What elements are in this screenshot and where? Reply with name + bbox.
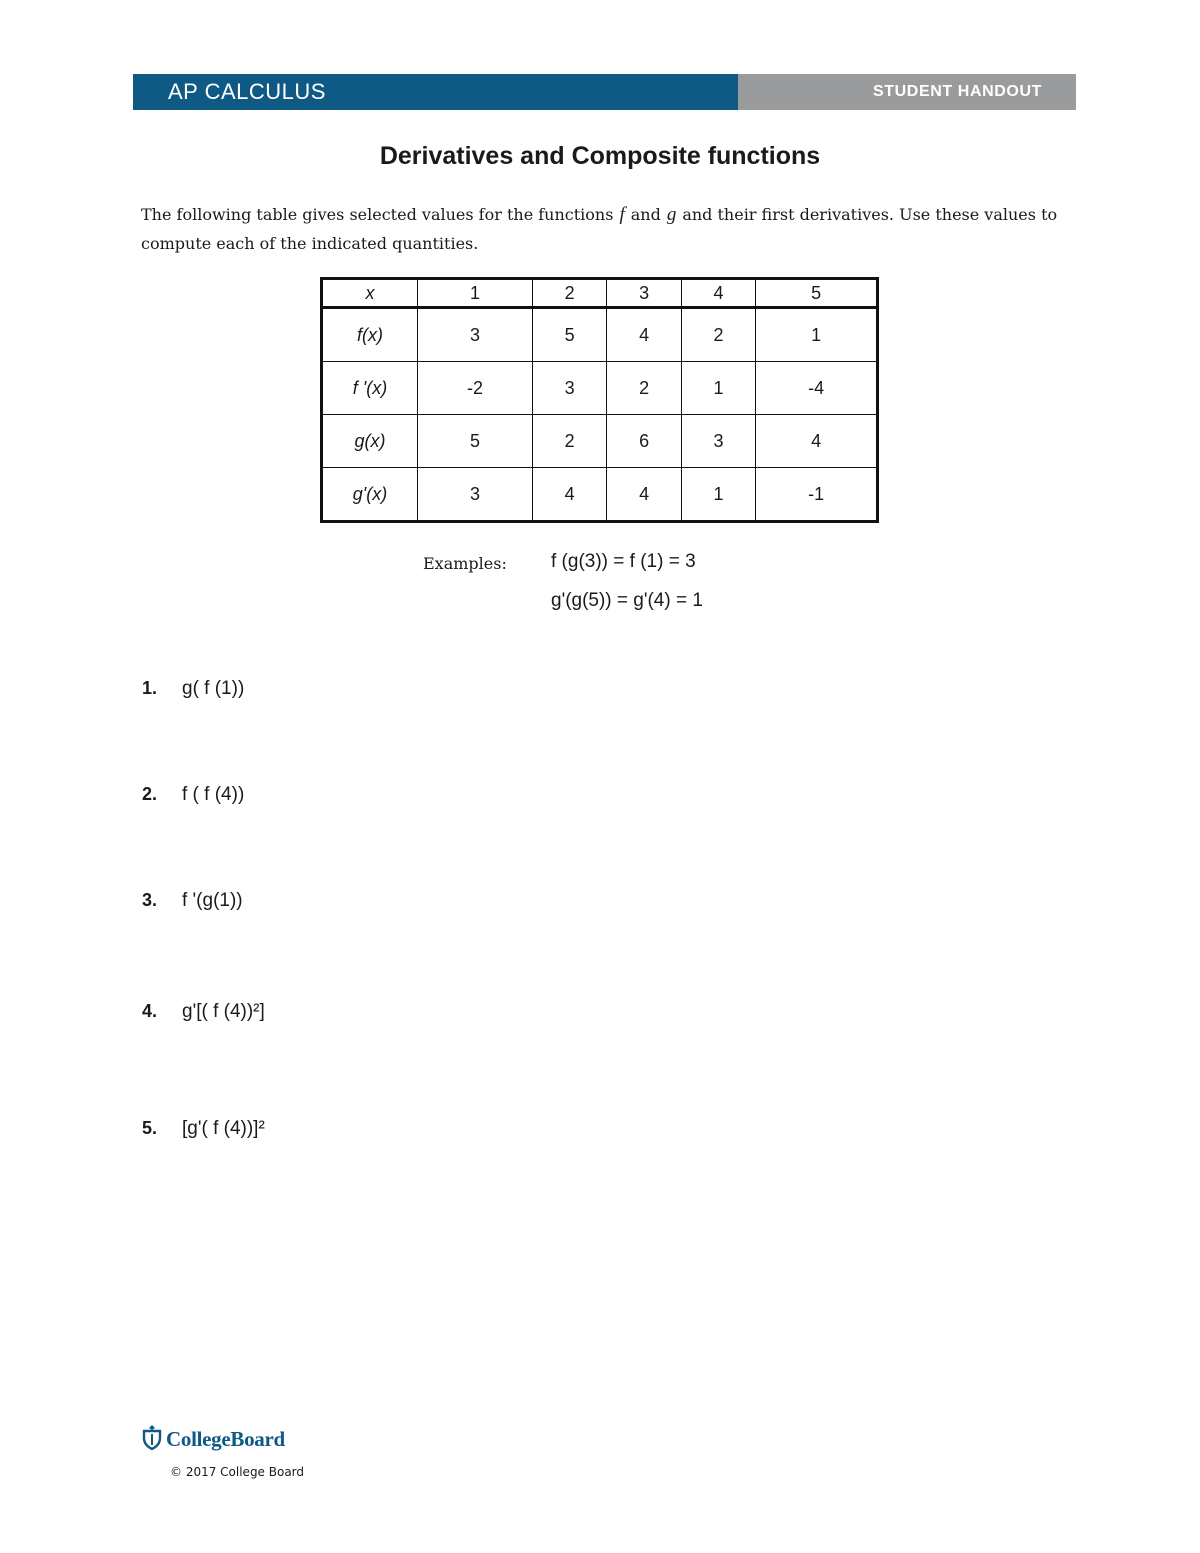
table-row-gx [322,415,878,468]
table-cell: 3 [681,415,755,468]
logo-text: CollegeBoard [166,1426,285,1451]
table-cell: -1 [756,468,878,522]
table-header-cell: 2 [532,279,606,308]
table-cell: 4 [756,415,878,468]
question-expression: g'[( f (4))²] [182,1001,265,1022]
question-expression: f ( f (4)) [182,784,245,805]
table-header-cell: 5 [756,279,878,308]
examples-label: Examples: [423,554,507,573]
collegeboard-logo [141,1424,285,1454]
example-line-1: f (g(3)) = f (1) = 3 [551,551,696,572]
table-header-x: x [322,279,418,308]
table-cell: 1 [756,308,878,362]
intro-f-symbol: f [619,204,625,225]
page-title: Derivatives and Composite functions [379,142,821,170]
table-row-fprime [322,362,878,415]
table-cell: 4 [607,308,681,362]
course-title: AP CALCULUS [133,74,738,110]
table-header-row [322,279,878,308]
question-expression: f '(g(1)) [182,890,243,911]
row-label-gprime: g'(x) [322,468,418,522]
question-number: 5. [142,1118,158,1138]
table-cell: 3 [532,362,606,415]
table-header-cell: 1 [418,279,533,308]
intro-text-end: and their first derivatives. Use these values to compute each of the indicated quantities. [141,205,1058,253]
row-label-gx: g(x) [322,415,418,468]
table-cell: 5 [418,415,533,468]
question-3 [142,889,243,912]
question-1 [142,677,244,700]
intro-text-start: The following table gives selected values for the functions [141,205,614,224]
question-number: 1. [142,678,158,698]
document-type-label: STUDENT HANDOUT [738,74,1076,110]
intro-paragraph [141,200,1071,258]
row-label-fx: f(x) [322,308,418,362]
table-cell: 2 [532,415,606,468]
question-expression: g( f (1)) [182,678,245,699]
example-line-2: g'(g(5)) = g'(4) = 1 [551,590,703,611]
table-row-gprime [322,468,878,522]
question-number: 2. [142,784,158,804]
question-number: 3. [142,890,158,910]
intro-g-symbol: g [666,204,677,225]
table-cell: 3 [418,468,533,522]
table-cell: 3 [418,308,533,362]
question-expression: [g'( f (4))]² [182,1118,265,1139]
table-cell: 1 [681,468,755,522]
question-number: 4. [142,1001,158,1021]
table-cell: 5 [532,308,606,362]
acorn-shield-icon [141,1424,163,1454]
row-label-fprime: f '(x) [322,362,418,415]
table-cell: 1 [681,362,755,415]
table-header-cell: 3 [607,279,681,308]
table-header-cell: 4 [681,279,755,308]
values-table [320,277,879,523]
table-row-fx [322,308,878,362]
table-cell: 6 [607,415,681,468]
header-banner [133,74,1076,110]
table-cell: -4 [756,362,878,415]
intro-and: and [630,205,661,224]
table-cell: 4 [532,468,606,522]
table-cell: 4 [607,468,681,522]
table-cell: 2 [681,308,755,362]
question-2 [142,783,244,806]
table-cell: -2 [418,362,533,415]
copyright-notice: © 2017 College Board [170,1465,305,1479]
question-4 [142,1000,265,1023]
question-5 [142,1117,265,1140]
table-cell: 2 [607,362,681,415]
